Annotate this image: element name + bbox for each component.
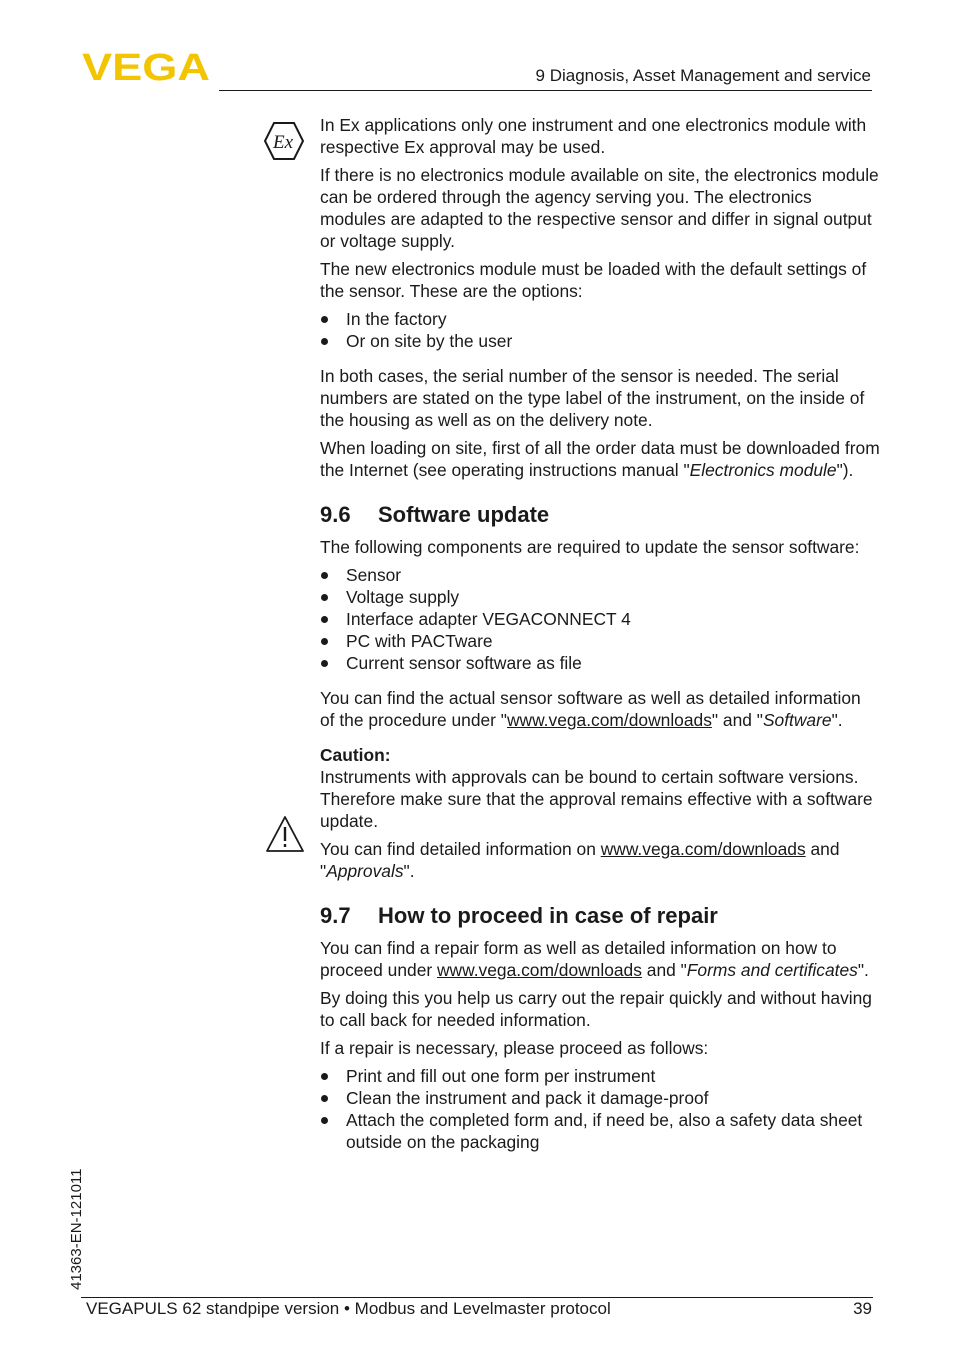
list-item: Print and fill out one form per instrument bbox=[320, 1065, 880, 1087]
section-heading-repair: 9.7 How to proceed in case of repair bbox=[320, 903, 718, 928]
header-divider bbox=[219, 90, 872, 91]
repair-steps-list bbox=[320, 1065, 880, 1153]
downloads-link[interactable]: www.vega.com/downloads bbox=[437, 960, 642, 980]
caution-block bbox=[320, 744, 880, 832]
paragraph: You can find the actual sensor software as well as detailed information of the procedure under "www.vega.com/downloads" and "Software". bbox=[320, 688, 861, 730]
list-item: Interface adapter VEGACONNECT 4 bbox=[320, 608, 880, 630]
paragraph: If there is no electronics module available on site, the electronics module can be ordered through the agency serving you. The electronics modules are adapted to the respective sensor and differ in signal output or voltage supply. bbox=[320, 165, 879, 251]
paragraph: You can find a repair form as well as detailed information on how to proceed under www.vega.com/downloads and "Forms and certificates". bbox=[320, 938, 869, 980]
caution-icon bbox=[265, 815, 305, 853]
list-item: Voltage supply bbox=[320, 586, 880, 608]
list-item: Or on site by the user bbox=[320, 330, 880, 352]
caution-title: Caution: bbox=[320, 745, 391, 765]
footer-divider bbox=[81, 1297, 873, 1298]
components-list bbox=[320, 564, 880, 674]
header-section-title: 9 Diagnosis, Asset Management and service bbox=[535, 66, 871, 85]
paragraph: By doing this you help us carry out the repair quickly and without having to call back for needed information. bbox=[320, 988, 872, 1030]
list-item: In the factory bbox=[320, 308, 880, 330]
page-number: 39 bbox=[853, 1299, 872, 1318]
footer-title: VEGAPULS 62 standpipe version • Modbus and Levelmaster protocol bbox=[86, 1299, 611, 1318]
ex-note: In Ex applications only one instrument and one electronics module with respective Ex approval may be used. bbox=[320, 115, 867, 157]
paragraph: You can find detailed information on www.vega.com/downloads and "Approvals". bbox=[320, 839, 840, 881]
list-item: PC with PACTware bbox=[320, 630, 880, 652]
document-id: 41363-EN-121011 bbox=[68, 1168, 85, 1290]
main-content bbox=[320, 114, 880, 1166]
list-item: Current sensor software as file bbox=[320, 652, 880, 674]
paragraph: The new electronics module must be loaded with the default settings of the sensor. These are the options: bbox=[320, 259, 867, 301]
section-heading-software-update: 9.6 Software update bbox=[320, 502, 550, 527]
downloads-link[interactable]: www.vega.com/downloads bbox=[600, 839, 806, 859]
list-item: Attach the completed form and, if need be, also a safety data sheet outside on the packaging bbox=[320, 1109, 880, 1153]
vega-logo bbox=[82, 52, 210, 82]
caution-text: Instruments with approvals can be bound to certain software versions. Therefore make sure that the approval remains effective with a software update. bbox=[320, 767, 873, 831]
paragraph: When loading on site, first of all the order data must be downloaded from the Internet (see operating instructions manual "Electronics module"). bbox=[320, 438, 880, 480]
logo-text: VEGA bbox=[82, 52, 210, 82]
paragraph: The following components are required to update the sensor software: bbox=[320, 537, 860, 557]
options-list bbox=[320, 308, 880, 352]
paragraph: If a repair is necessary, please proceed as follows: bbox=[320, 1038, 709, 1058]
list-item: Sensor bbox=[320, 564, 880, 586]
downloads-link[interactable]: www.vega.com/downloads bbox=[506, 710, 712, 730]
svg-text:Ex: Ex bbox=[273, 132, 294, 153]
list-item: Clean the instrument and pack it damage-proof bbox=[320, 1087, 880, 1109]
ex-icon bbox=[263, 121, 305, 161]
paragraph: In both cases, the serial number of the sensor is needed. The serial numbers are stated on the type label of the instrument, on the inside of the housing as well as on the delivery note. bbox=[320, 366, 865, 430]
